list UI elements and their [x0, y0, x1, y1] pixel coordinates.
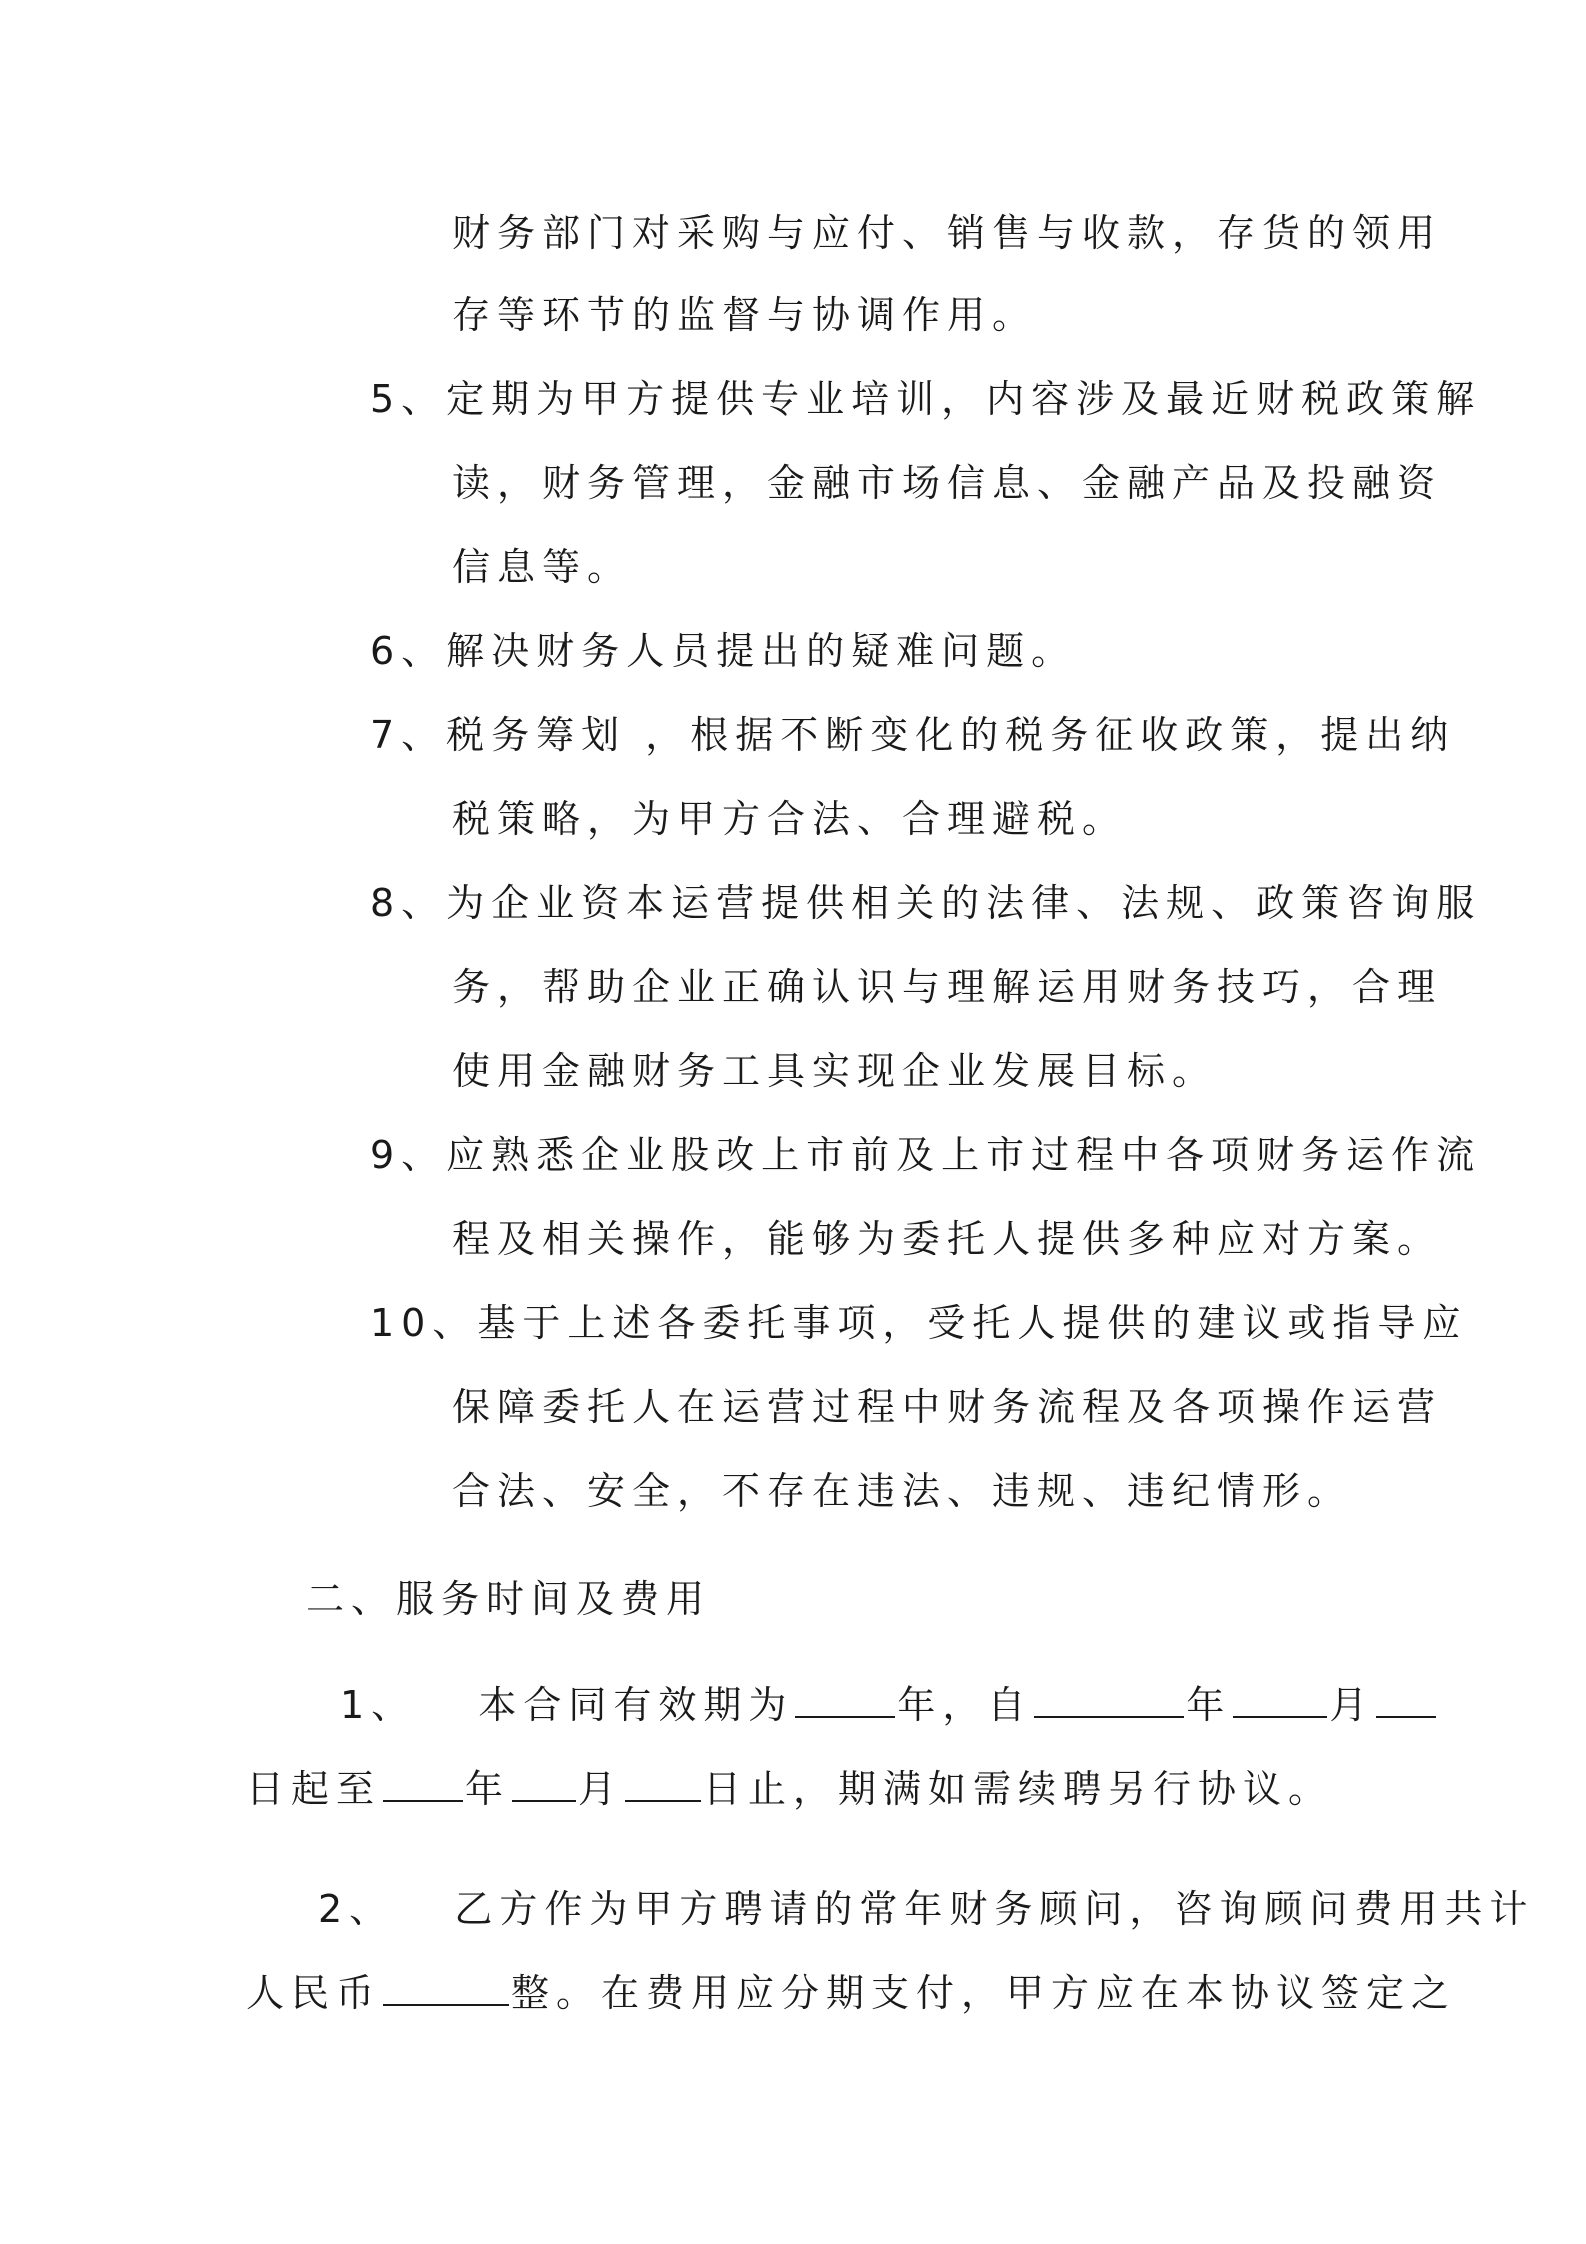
item10-line-3: 合法、安全，不存在违法、违规、违纪情形。 [452, 1469, 1353, 1513]
clause1-text-8: 日止，期满如需续聘另行协议。 [703, 1767, 1334, 1811]
clause1-line-2 [246, 1766, 1333, 1812]
clause1-text-3: 年 [1186, 1683, 1232, 1727]
item7-line-2: 税策略，为甲方合法、合理避税。 [452, 797, 1128, 841]
item9-line-2: 程及相关操作，能够为委托人提供多种应对方案。 [452, 1217, 1443, 1261]
term-years-blank[interactable] [795, 1682, 895, 1718]
clause1-text-1: 本合同有效期为 [478, 1683, 794, 1727]
clause2-line-2 [246, 1970, 1456, 2016]
clause2-text-3: 整。在费用应分期支付，甲方应在本协议签定之 [511, 1971, 1457, 2015]
item9-line-1: 9、应熟悉企业股改上市前及上市过程中各项财务运作流 [370, 1133, 1482, 1177]
item4-line-1: 财务部门对采购与应付、销售与收款，存货的领用 [452, 211, 1443, 255]
item5-line-1: 5、定期为甲方提供专业培训，内容涉及最近财税政策解 [370, 377, 1482, 421]
item8-line-3: 使用金融财务工具实现企业发展目标。 [452, 1049, 1218, 1093]
clause1-text-7: 月 [578, 1767, 624, 1811]
clause1-text-6: 年 [465, 1767, 511, 1811]
item5-line-2: 读，财务管理，金融市场信息、金融产品及投融资 [452, 461, 1443, 505]
clause2-text-1: 乙方作为甲方聘请的常年财务顾问，咨询顾问费用共计 [454, 1887, 1535, 1931]
clause2-line-1 [318, 1886, 1534, 1932]
clause2-text-2: 人民币 [246, 1971, 382, 2015]
item8-line-2: 务，帮助企业正确认识与理解运用财务技巧，合理 [452, 965, 1443, 1009]
clause1-text-2: 年，自 [897, 1683, 1033, 1727]
clause1-text-4: 月 [1329, 1683, 1375, 1727]
start-day-blank[interactable] [1376, 1682, 1436, 1718]
item6-line-1: 6、解决财务人员提出的疑难问题。 [370, 629, 1077, 673]
end-month-blank[interactable] [512, 1766, 576, 1802]
start-year-blank[interactable] [1034, 1682, 1184, 1718]
clause2-number: 2、 [318, 1887, 395, 1931]
fee-amount-blank[interactable] [383, 1970, 509, 2006]
end-year-blank[interactable] [383, 1766, 463, 1802]
clause1-line-1 [340, 1682, 1438, 1728]
item8-line-1: 8、为企业资本运营提供相关的法律、法规、政策咨询服 [370, 881, 1482, 925]
clause1-number: 1、 [340, 1683, 417, 1727]
item10-line-2: 保障委托人在运营过程中财务流程及各项操作运营 [452, 1385, 1443, 1429]
start-month-blank[interactable] [1233, 1682, 1327, 1718]
item7-line-1: 7、税务筹划 ，根据不断变化的税务征收政策，提出纳 [370, 713, 1456, 757]
clause1-text-5: 日起至 [246, 1767, 382, 1811]
item10-line-1: 10、基于上述各委托事项，受托人提供的建议或指导应 [370, 1301, 1468, 1345]
section2-heading: 二、服务时间及费用 [306, 1577, 712, 1621]
item4-line-2: 存等环节的监督与协调作用。 [452, 293, 1038, 337]
item5-line-3: 信息等。 [452, 545, 633, 589]
end-day-blank[interactable] [625, 1766, 701, 1802]
